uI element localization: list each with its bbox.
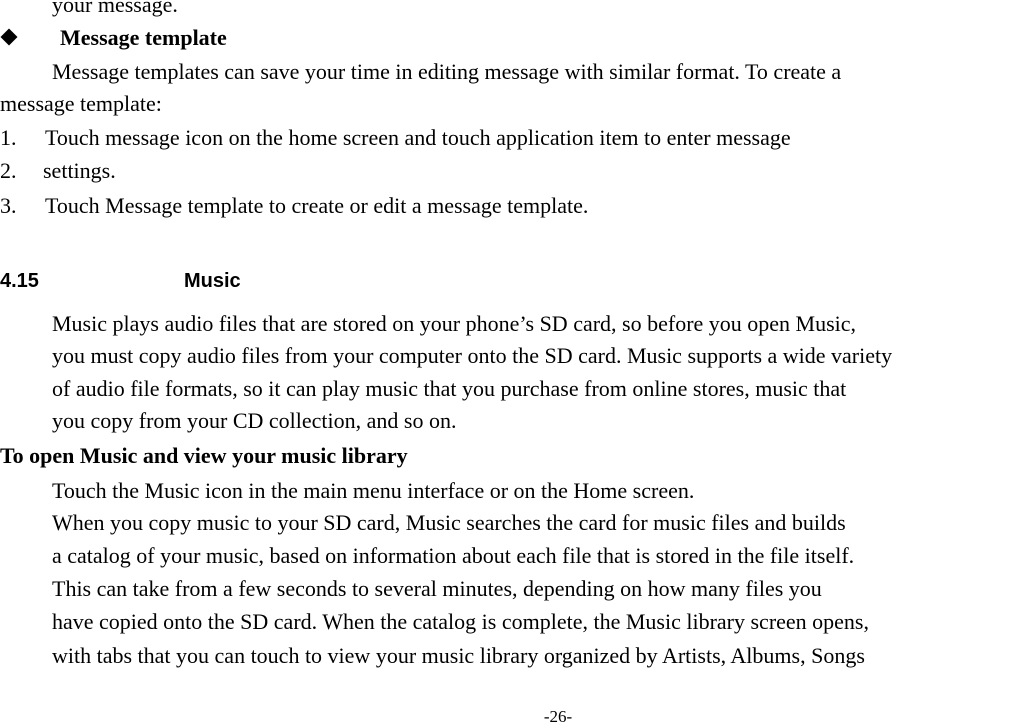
music-paragraph-line: Music plays audio files that are stored on your phone’s SD card, so before you open Music, — [52, 311, 857, 336]
step-number: 1. — [0, 125, 17, 150]
music-body-line: When you copy music to your SD card, Music searches the card for music files and builds — [52, 510, 846, 535]
template-heading: Message template — [60, 25, 227, 50]
music-body-line: have copied onto the SD card. When the catalog is complete, the Music library screen opens, — [52, 609, 869, 634]
step-text: Touch Message template to create or edit a message template. — [45, 193, 589, 218]
music-paragraph-line: of audio file formats, so it can play music that you purchase from online stores, music that — [52, 376, 847, 401]
step-number: 2. — [0, 158, 17, 183]
music-body-line: a catalog of your music, based on information about each file that is stored in the file itself. — [52, 543, 855, 568]
bullet-diamond-icon — [1, 29, 18, 46]
step-number: 3. — [0, 193, 17, 218]
music-paragraph-line: you must copy audio files from your computer onto the SD card. Music supports a wide variety — [52, 343, 893, 368]
music-body-line: This can take from a few seconds to several minutes, depending on how many files you — [52, 576, 822, 601]
music-body-line: with tabs that you can touch to view your music library organized by Artists, Albums, Songs — [52, 643, 865, 668]
music-body-line: Touch the Music icon in the main menu interface or on the Home screen. — [52, 478, 695, 503]
step-text: settings. — [43, 158, 116, 183]
template-intro-line2: message template: — [0, 91, 162, 116]
music-subheading: To open Music and view your music library — [0, 443, 408, 468]
top-fragment: your message. — [52, 0, 178, 17]
music-paragraph-line: you copy from your CD collection, and so on. — [52, 408, 457, 433]
step-text: Touch message icon on the home screen and touch application item to enter message — [45, 125, 791, 150]
section-title: Music — [184, 270, 241, 292]
page-number: -26- — [543, 707, 573, 726]
template-intro-line1: Message templates can save your time in editing message with similar format. To create a — [52, 59, 842, 84]
section-number: 4.15 — [0, 270, 39, 292]
